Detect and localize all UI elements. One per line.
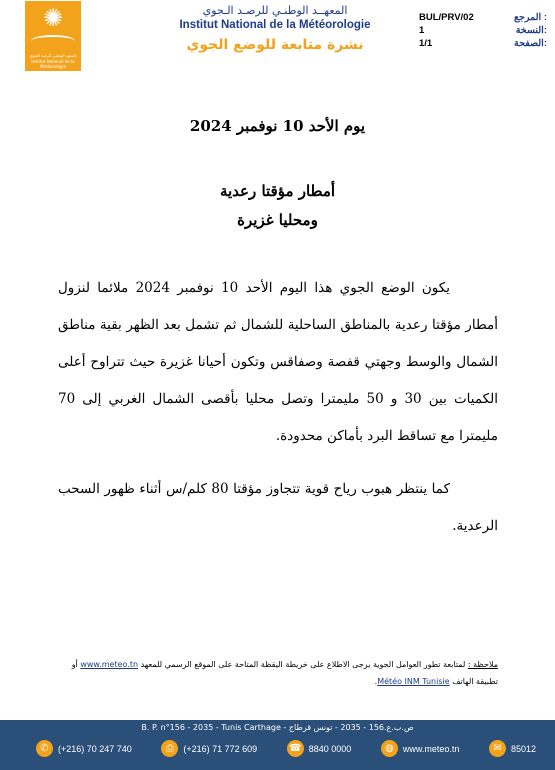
bulletin-title: نشرة متابعة للوضع الجوي	[186, 37, 364, 53]
institute-name-ar: المعهــد الوطنـي للرصـد الـجوي	[202, 4, 348, 17]
globe-icon: ◍	[381, 740, 398, 757]
bulletin-date: يوم الأحد 10 نوفمبر 2024	[189, 117, 366, 135]
reference-label: المرجع :	[513, 12, 547, 23]
note-line-2: تطبيقة الهاتف Météo INM Tunisie.	[374, 677, 498, 686]
institute-name-fr: Institut National de la Météorologie	[179, 19, 371, 31]
website-value[interactable]: www.meteo.tn	[402, 743, 460, 754]
contact-hotline	[287, 740, 352, 757]
footer-bar	[0, 720, 555, 770]
contact-phone	[36, 740, 132, 757]
bulletin-headline-line1: أمطار مؤقتا رعدية	[219, 182, 336, 200]
copy-row	[419, 24, 547, 37]
note-text-1: لمتابعة تطور العوامل الجوية يرجى الاطلاع على خريطة اليقظة المتاحة على الموقع الرسمي للمعهد	[140, 660, 466, 669]
page-row	[419, 37, 547, 50]
contact-sms	[489, 740, 536, 757]
phone-value: (+216) 70 247 740	[58, 743, 132, 754]
copy-label: النسخة:	[515, 25, 547, 36]
phone-icon: ✆	[36, 740, 53, 757]
logo-text-fr: Institut National de la Météorologie	[31, 59, 75, 69]
reference-value: BUL/PRV/02	[419, 12, 474, 23]
forecast-paragraph-2-text: كما ينتظر هبوب رياح قوية تتجاوز مؤقتا 80 كلم/س أثناء ظهور السحب الرعدية.	[58, 481, 498, 534]
institute-logo	[25, 1, 81, 71]
fax-icon: ⎙	[161, 740, 178, 757]
note-text-2: تطبيقة الهاتف	[452, 677, 498, 686]
hotline-value: 8840 0000	[308, 743, 352, 754]
fax-value: (+216) 71 772 609	[183, 743, 258, 754]
logo-star-icon: ✺	[42, 4, 64, 32]
sms-icon: ✉	[489, 740, 506, 757]
bulletin-headline-line2: ومحليا غزيرة	[237, 211, 318, 229]
forecast-paragraph-2	[58, 471, 498, 545]
logo-waves-icon	[31, 35, 75, 47]
footer-contacts	[36, 740, 536, 757]
contact-website[interactable]	[381, 740, 460, 757]
page-label: الصفحة:	[514, 38, 547, 49]
website-link[interactable]: www.meteo.tn	[80, 660, 139, 669]
reference-row	[419, 11, 547, 24]
note-block	[48, 656, 498, 690]
sms-value: 85012	[510, 743, 536, 754]
note-or: أو	[71, 660, 78, 669]
page-value: 1/1	[419, 38, 433, 49]
contact-fax	[161, 740, 257, 757]
app-link[interactable]: Météo INM Tunisie	[377, 677, 450, 686]
forecast-paragraph-1	[58, 270, 498, 455]
hotline-icon: ☎	[287, 740, 304, 757]
reference-block	[419, 11, 547, 50]
logo-text-ar: المعهد الوطني للرصد الجوي	[29, 53, 77, 58]
copy-value: 1	[419, 25, 425, 36]
note-label: ملاحظة :	[467, 660, 498, 669]
forecast-paragraph-1-text: يكون الوضع الجوي هذا اليوم الأحد 10 نوفمبر 2024 ملائما لنزول أمطار مؤقتا رعدية بالمناطق الساحلية للشمال ثم تشمل بعد الظهر بقية مناطق الشمال والوسط وجهتي قفصة وصفاقس وتكون أحيانا غزيرة حيث تتراوح أعلى الكميات بين 30 و 50 مليمترا وتصل محليا بأقصى الشمال الغربي إلى 70 مليمترا مع تساقط البرد بأماكن محدودة.	[58, 280, 498, 444]
footer-address: B. P. n°156 - 2035 - Tunis Carthage - ص.ب.ع.156 - 2035 - تونس قرطاج	[141, 723, 414, 732]
note-line-1	[48, 656, 498, 673]
